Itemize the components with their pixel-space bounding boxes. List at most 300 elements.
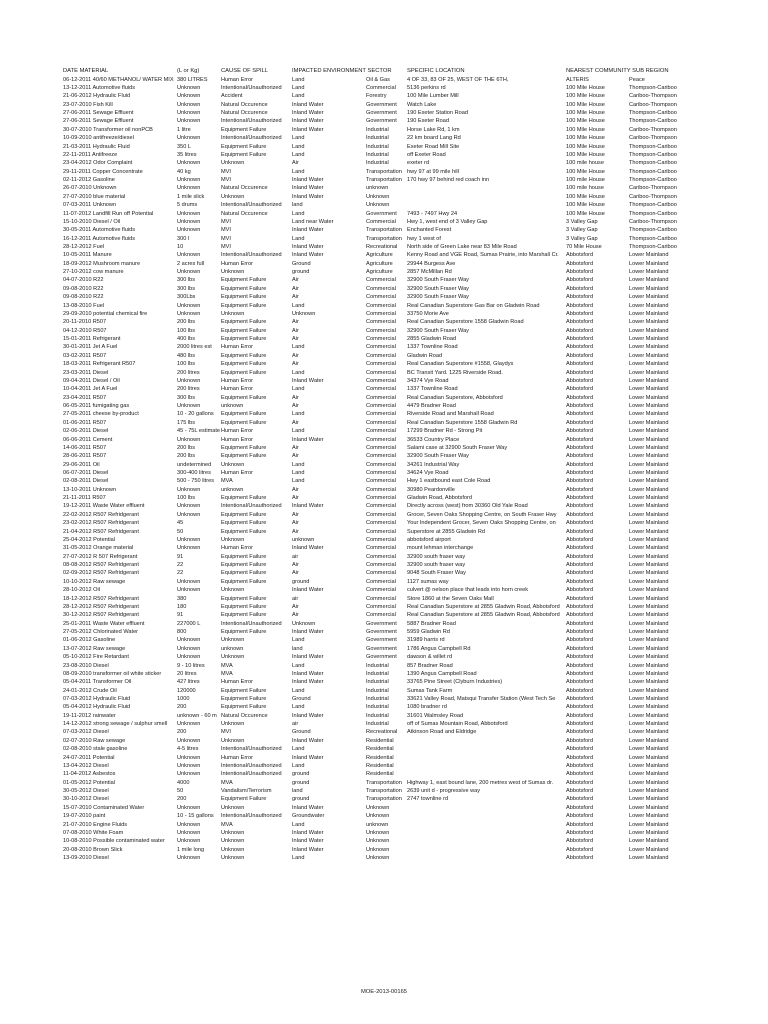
cell-impacted-environment: Air [292, 444, 299, 451]
cell-impacted-environment: Ground [292, 695, 311, 702]
cell-sector: Residential [366, 762, 394, 769]
cell-cause: Human Error [221, 436, 254, 443]
cell-specific-location: 30980 Peardonville [407, 486, 455, 493]
table-row [0, 310, 768, 318]
table-row [0, 628, 768, 636]
cell-sector: Government [366, 118, 397, 125]
cell-sub-region: Lower Mainland [629, 469, 669, 476]
cell-nearest-community: Abbotsford [566, 453, 594, 460]
cell-sector: Transportation [366, 177, 402, 184]
cell-quantity: 500 - 750 litres [177, 478, 215, 485]
cell-specific-location: 22 km board Lang Rd [407, 135, 461, 142]
cell-specific-location: Real Canadian Superstore 1558 Gladwin Rd [407, 419, 518, 426]
cell-date-material: 15-07-2010 Contaminated Water [63, 804, 145, 811]
cell-cause: Equipment Failure [221, 629, 267, 636]
cell-date-material: 27-10-2012 cow manure [63, 269, 124, 276]
cell-quantity: 91 [177, 553, 184, 560]
cell-quantity: Unknown [177, 637, 201, 644]
cell-specific-location: 2855 Gladwin Road [407, 336, 457, 343]
table-row [0, 168, 768, 176]
cell-date-material: 02-07-2010 Raw sewage [63, 737, 126, 744]
table-row [0, 544, 768, 552]
cell-sector: Agriculture [366, 260, 393, 267]
table-row [0, 670, 768, 678]
cell-impacted-environment: ground [292, 796, 310, 803]
cell-nearest-community: Abbotsford [566, 687, 594, 694]
cell-sector: Commercial [366, 478, 396, 485]
cell-sector: Commercial [366, 453, 396, 460]
cell-cause: Equipment Failure [221, 327, 267, 334]
cell-sector: Commercial [366, 612, 396, 619]
cell-cause: Equipment Failure [221, 603, 267, 610]
cell-sector: Residential [366, 746, 394, 753]
cell-sub-region: Lower Mainland [629, 620, 669, 627]
cell-cause: MVA [221, 478, 233, 485]
cell-specific-location: Grocer, Seven Oaks Shopping Centre, on South Fraser Hwy [407, 511, 557, 518]
cell-impacted-environment: Land [292, 76, 305, 83]
header-quantity: (L or Kg) [177, 68, 200, 74]
cell-date-material: 27-06-2011 Sewage Effluent [63, 110, 134, 117]
cell-cause: Intentional/Unauthorized [221, 762, 282, 769]
cell-nearest-community: Abbotsford [566, 603, 594, 610]
cell-impacted-environment: Land [292, 135, 305, 142]
cell-specific-location: mount lehman interchange [407, 545, 474, 552]
cell-specific-location: Hwy 1 eastbound east Cole Road [407, 478, 491, 485]
cell-sub-region: Lower Mainland [629, 252, 669, 259]
table-row [0, 109, 768, 117]
cell-date-material: 18-12-2012 R507 Refridgerant [63, 595, 139, 602]
cell-nearest-community: 100 Mile House [566, 84, 605, 91]
cell-quantity: 200 lbs [177, 319, 196, 326]
table-row [0, 745, 768, 753]
table-row [0, 620, 768, 628]
cell-sector: Commercial [366, 319, 396, 326]
cell-nearest-community: ALTERIS [566, 76, 589, 83]
table-row [0, 569, 768, 577]
cell-nearest-community: Abbotsford [566, 260, 594, 267]
cell-nearest-community: Abbotsford [566, 536, 594, 543]
cell-specific-location: 36533 Country Place [407, 436, 460, 443]
cell-impacted-environment: Air [292, 486, 299, 493]
cell-quantity: 200 litres [177, 386, 200, 393]
cell-sector: Commercial [366, 285, 396, 292]
cell-impacted-environment: Inland Water [292, 377, 324, 384]
cell-sector: Commercial [366, 587, 396, 594]
cell-nearest-community: 3 Valley Gap [566, 235, 598, 242]
cell-specific-location: Directly across (west) from 30360 Old Yale Road [407, 503, 528, 510]
cell-cause: Equipment Failure [221, 444, 267, 451]
cell-date-material: 03-02-2011 R507 [63, 352, 107, 359]
cell-specific-location: 4479 Bradner Road [407, 403, 456, 410]
cell-quantity: Unknown [177, 829, 201, 836]
cell-sector: Unknown [366, 193, 390, 200]
cell-sub-region: Lower Mainland [629, 419, 669, 426]
cell-nearest-community: 100 Mile House [566, 126, 605, 133]
cell-cause: Natural Occurence [221, 101, 268, 108]
cell-sub-region: Lower Mainland [629, 721, 669, 728]
cell-sector: Commercial [366, 562, 396, 569]
cell-date-material: 10-04-2011 Jet A Fuel [63, 386, 118, 393]
cell-cause: Equipment Failure [221, 319, 267, 326]
cell-cause: Equipment Failure [221, 294, 267, 301]
cell-date-material: 22-02-2012 R507 Refridgerant [63, 511, 139, 518]
cell-sub-region: Thompson-Cariboo [629, 227, 677, 234]
cell-cause: Intentional/Unauthorized [221, 503, 282, 510]
cell-specific-location: 1337 Townline Road [407, 344, 458, 351]
cell-impacted-environment: Land [292, 855, 305, 861]
cell-date-material: 23-04-2012 Odor Complaint [63, 160, 133, 167]
cell-date-material: 26-07-2010 Unknown [63, 185, 117, 192]
cell-sector: Forestry [366, 93, 387, 100]
cell-cause: Intentional/Unauthorized [221, 746, 282, 753]
cell-nearest-community: Abbotsford [566, 352, 594, 359]
cell-date-material: 21-06-2012 Hydraulic Fluid [63, 93, 131, 100]
cell-cause: MVI [221, 218, 231, 225]
cell-sub-region: Lower Mainland [629, 319, 669, 326]
cell-nearest-community: Abbotsford [566, 394, 594, 401]
cell-impacted-environment: Air [292, 495, 299, 502]
cell-impacted-environment: Inland Water [292, 110, 324, 117]
cell-date-material: 23-03-2011 Diesel [63, 369, 109, 376]
cell-impacted-environment: ground [292, 779, 310, 786]
table-row [0, 436, 768, 444]
cell-cause: Natural Occurence [221, 712, 268, 719]
cell-nearest-community: Abbotsford [566, 737, 594, 744]
cell-sector: Commercial [366, 419, 396, 426]
cell-quantity: unknown - 60 m [177, 712, 217, 719]
cell-nearest-community: Abbotsford [566, 771, 594, 778]
cell-cause: Equipment Failure [221, 419, 267, 426]
table-row [0, 268, 768, 276]
cell-cause: MVI [221, 235, 231, 242]
cell-nearest-community: Abbotsford [566, 762, 594, 769]
cell-impacted-environment: Inland Water [292, 118, 324, 125]
cell-quantity: 300 lbs [177, 285, 196, 292]
cell-quantity: 100 lbs [177, 361, 196, 368]
cell-impacted-environment: Land [292, 746, 305, 753]
cell-sub-region: Lower Mainland [629, 838, 669, 845]
table-row [0, 143, 768, 151]
cell-specific-location: Salami case at 32900 South Fraser Way [407, 444, 508, 451]
cell-quantity: Unknown [177, 587, 201, 594]
table-row [0, 276, 768, 284]
cell-impacted-environment: Air [292, 327, 299, 334]
table-row [0, 377, 768, 385]
cell-specific-location: Exeter Road Mill Site [407, 143, 460, 150]
cell-sector: Recreational [366, 244, 398, 250]
cell-impacted-environment: Land [292, 637, 305, 644]
cell-nearest-community: Abbotsford [566, 704, 594, 711]
cell-impacted-environment: Inland Water [292, 670, 324, 677]
cell-impacted-environment: Air [292, 361, 299, 368]
cell-specific-location: Real Canadian Superstore Gas Bar on Gladwin Road [407, 302, 540, 309]
cell-impacted-environment: Ground [292, 729, 311, 736]
cell-sector: Government [366, 645, 397, 652]
table-row [0, 159, 768, 167]
cell-nearest-community: Abbotsford [566, 520, 594, 527]
cell-nearest-community: Abbotsford [566, 587, 594, 594]
cell-sub-region: Thompson-Cariboo [629, 110, 677, 117]
table-row [0, 795, 768, 803]
cell-quantity: 22 [177, 570, 184, 577]
cell-nearest-community: Abbotsford [566, 695, 594, 702]
table-row [0, 469, 768, 477]
cell-quantity: Unknown [177, 645, 201, 652]
cell-nearest-community: 100 Mile House [566, 135, 605, 142]
cell-sub-region: Lower Mainland [629, 377, 669, 384]
cell-cause: Equipment Failure [221, 126, 267, 133]
table-row [0, 285, 768, 293]
cell-sub-region: Lower Mainland [629, 478, 669, 485]
cell-quantity: undetermined [177, 461, 212, 468]
cell-nearest-community: Abbotsford [566, 469, 594, 476]
cell-specific-location: off Exeter Road [407, 151, 446, 158]
cell-nearest-community: Abbotsford [566, 269, 594, 276]
cell-quantity: 2 acres full [177, 260, 205, 267]
cell-impacted-environment: Air [292, 612, 299, 619]
cell-cause: Equipment Failure [221, 595, 267, 602]
cell-quantity: 5 drums [177, 202, 198, 209]
cell-impacted-environment: Land [292, 84, 305, 91]
cell-nearest-community: Abbotsford [566, 754, 594, 761]
cell-sector: Commercial [366, 503, 396, 510]
cell-cause: Equipment Failure [221, 302, 267, 309]
cell-date-material: 19-12-2011 Waste Water effluent [63, 503, 145, 510]
table-row [0, 117, 768, 125]
cell-quantity: 40 kg [177, 168, 191, 175]
table-row [0, 536, 768, 544]
cell-specific-location: Your Independent Grocer, Seven Oaks Shopping Centre, on [407, 520, 556, 527]
cell-quantity: Unknown [177, 210, 201, 217]
cell-date-material: 30-01-2011 Jet A Fuel [63, 344, 118, 351]
table-row [0, 343, 768, 351]
cell-quantity: Unknown [177, 84, 201, 91]
cell-cause: Unknown [221, 804, 245, 811]
cell-sector: Commercial [366, 327, 396, 334]
cell-impacted-environment: land [292, 645, 303, 652]
cell-cause: MVI [221, 227, 231, 234]
header-specific-location: SPECIFIC LOCATION [407, 68, 465, 74]
cell-specific-location: 32900 South Fraser Way [407, 453, 469, 460]
cell-cause: Equipment Failure [221, 352, 267, 359]
cell-cause: Human Error [221, 260, 254, 267]
cell-sector: Transportation [366, 779, 402, 786]
cell-nearest-community: Abbotsford [566, 570, 594, 577]
cell-impacted-environment: Air [292, 603, 299, 610]
table-row [0, 352, 768, 360]
table-row [0, 126, 768, 134]
cell-cause: Intentional/Unauthorized [221, 771, 282, 778]
cell-cause: Equipment Failure [221, 411, 267, 418]
cell-sub-region: Lower Mainland [629, 629, 669, 636]
cell-quantity: Unknown [177, 93, 201, 100]
cell-cause: Intentional/Unauthorized [221, 813, 282, 820]
cell-cause: MVI [221, 168, 231, 175]
cell-date-material: 02-08-2011 Diesel [63, 478, 109, 485]
cell-cause: MVA [221, 821, 233, 828]
cell-impacted-environment: Air [292, 511, 299, 518]
cell-cause: Intentional/Unauthorized [221, 202, 282, 209]
cell-impacted-environment: Land [292, 235, 305, 242]
cell-cause: Human Error [221, 386, 254, 393]
cell-cause: unknown [221, 403, 244, 410]
cell-date-material: 08-09-2010 transformer oil white sticker [63, 670, 162, 677]
cell-sector: Commercial [366, 461, 396, 468]
cell-specific-location: 857 Bradner Road [407, 662, 453, 669]
cell-sector: unknown [366, 185, 389, 192]
cell-specific-location: 7493 - 7497 Hwy 24 [407, 210, 458, 217]
cell-sub-region: Lower Mainland [629, 277, 669, 284]
cell-specific-location: hwy 1 west of [407, 235, 441, 242]
cell-quantity: 4-5 litres [177, 746, 199, 753]
cell-sector: Industrial [366, 160, 389, 167]
cell-sub-region: Cariboo-Thompson [629, 185, 677, 192]
cell-quantity: Unknown [177, 160, 201, 167]
cell-impacted-environment: Inland Water [292, 846, 324, 853]
cell-cause: Unknown [221, 587, 245, 594]
cell-date-material: 13-10-2011 Unknown [63, 486, 117, 493]
cell-date-material: 09-08-2010 R22 [63, 294, 104, 301]
cell-cause: Natural Occurence [221, 110, 268, 117]
cell-nearest-community: 100 mile House [566, 177, 605, 184]
cell-sector: Commercial [366, 436, 396, 443]
cell-sub-region: Lower Mainland [629, 260, 669, 267]
cell-cause: Human Error [221, 76, 254, 83]
cell-quantity: 175 lbs [177, 419, 196, 426]
cell-quantity: Unknown [177, 804, 201, 811]
cell-impacted-environment: Air [292, 520, 299, 527]
cell-sub-region: Thompson-Cariboo [629, 202, 677, 209]
cell-date-material: 02-09-2012 R507 Refridgerant [63, 570, 139, 577]
cell-impacted-environment: land [292, 202, 303, 209]
cell-nearest-community: Abbotsford [566, 403, 594, 410]
cell-sub-region: Lower Mainland [629, 453, 669, 460]
cell-specific-location: 9048 South Fraser Way [407, 570, 466, 577]
cell-quantity: 10 [177, 244, 184, 250]
cell-sector: Commercial [366, 486, 396, 493]
table-row [0, 703, 768, 711]
cell-sub-region: Lower Mainland [629, 829, 669, 836]
cell-cause: Equipment Failure [221, 336, 267, 343]
cell-sector: Industrial [366, 126, 389, 133]
cell-date-material: 25-01-2011 Waste Water effluent [63, 620, 145, 627]
cell-specific-location: 32900 south fraser way [407, 553, 466, 560]
cell-date-material: 07-03-2012 Diesel [63, 729, 109, 736]
cell-specific-location: 32900 south fraser way [407, 562, 466, 569]
cell-specific-location: 31989 harris rd [407, 637, 445, 644]
table-row [0, 193, 768, 201]
cell-impacted-environment: air [292, 553, 299, 560]
cell-impacted-environment: Inland Water [292, 587, 324, 594]
cell-specific-location: 1786 Angus Campbell Rd [407, 645, 471, 652]
cell-date-material: 06-07-2011 Diesel [63, 469, 109, 476]
cell-cause: Unknown [221, 846, 245, 853]
cell-quantity: 300Lbs [177, 294, 196, 301]
cell-specific-location: hwy 97 at 99 mile hill [407, 168, 459, 175]
cell-nearest-community: 100 Mile House [566, 101, 605, 108]
cell-quantity: Unknown [177, 118, 201, 125]
cell-specific-location: Real Canadian Superstore at 2855 Gladwin Road, Abbotsford [407, 603, 560, 610]
cell-impacted-environment: Air [292, 294, 299, 301]
cell-sub-region: Lower Mainland [629, 779, 669, 786]
cell-specific-location: 31601 Walmsley Road [407, 712, 464, 719]
cell-cause: Equipment Failure [221, 578, 267, 585]
cell-date-material: 30-05-2011 Automotive fluids [63, 227, 136, 234]
cell-cause: Unknown [221, 160, 245, 167]
cell-sector: Government [366, 629, 397, 636]
table-row [0, 385, 768, 393]
cell-date-material: 23-02-2012 R507 Refridgerant [63, 520, 139, 527]
cell-date-material: 07-03-2011 Unknown [63, 202, 117, 209]
cell-sub-region: Lower Mainland [629, 486, 669, 493]
cell-impacted-environment: Air [292, 319, 299, 326]
cell-quantity: Unknown [177, 503, 201, 510]
table-row [0, 837, 768, 845]
table-row [0, 728, 768, 736]
cell-impacted-environment: Land [292, 210, 305, 217]
table-row [0, 804, 768, 812]
cell-sector: Commercial [366, 411, 396, 418]
cell-sector: Commercial [366, 578, 396, 585]
cell-specific-location: Kenny Road and VGE Road, Sumas Prairie, into Marshall Cr. [407, 252, 559, 259]
cell-quantity: 380 [177, 595, 187, 602]
cell-specific-location: Superstore at 2855 Gladwin Rd [407, 528, 486, 535]
cell-nearest-community: Abbotsford [566, 285, 594, 292]
table-row [0, 586, 768, 594]
cell-sector: Commercial [366, 570, 396, 577]
cell-nearest-community: Abbotsford [566, 654, 594, 661]
cell-quantity: Unknown [177, 486, 201, 493]
cell-date-material: 16-12-2011 Automotive fluids [63, 235, 136, 242]
table-row [0, 561, 768, 569]
cell-quantity: Unknown [177, 771, 201, 778]
cell-impacted-environment: Air [292, 562, 299, 569]
cell-cause: Intentional/Unauthorized [221, 84, 282, 91]
cell-cause: Natural Occurence [221, 210, 268, 217]
cell-sector: Commercial [366, 361, 396, 368]
table-row [0, 101, 768, 109]
cell-cause: Human Error [221, 377, 254, 384]
cell-impacted-environment: Inland Water [292, 503, 324, 510]
table-row [0, 226, 768, 234]
cell-date-material: 23-08-2010 Diesel [63, 662, 109, 669]
table-row [0, 720, 768, 728]
cell-impacted-environment: air [292, 595, 299, 602]
cell-cause: Equipment Failure [221, 520, 267, 527]
cell-quantity: 10 - 20 gallons [177, 411, 214, 418]
cell-sector: unknown [366, 821, 389, 828]
cell-sub-region: Lower Mainland [629, 746, 669, 753]
cell-specific-location: abbotsford airport [407, 536, 451, 543]
cell-quantity: Unknown [177, 110, 201, 117]
cell-nearest-community: Abbotsford [566, 712, 594, 719]
cell-cause: Human Error [221, 679, 254, 686]
cell-sector: Industrial [366, 704, 389, 711]
cell-impacted-environment: Inland Water [292, 193, 324, 200]
cell-sub-region: Lower Mainland [629, 603, 669, 610]
cell-quantity: Unknown [177, 754, 201, 761]
cell-sub-region: Thompson-Cariboo [629, 151, 677, 158]
cell-date-material: 09-04-2011 Diesel / Oil [63, 377, 120, 384]
cell-date-material: 27-07-2012 R 507 Refrigerant [63, 553, 138, 560]
cell-sub-region: Cariboo-Thompson [629, 93, 677, 100]
cell-impacted-environment: Land [292, 168, 305, 175]
cell-nearest-community: Abbotsford [566, 679, 594, 686]
document-footer-id: MOE-2013-00165 [360, 989, 408, 995]
cell-sector: Commercial [366, 469, 396, 476]
cell-date-material: 28-12-2012 R507 Refridgerant [63, 603, 139, 610]
cell-date-material: 21-03-2011 Hydraulic Fluid [63, 143, 130, 150]
